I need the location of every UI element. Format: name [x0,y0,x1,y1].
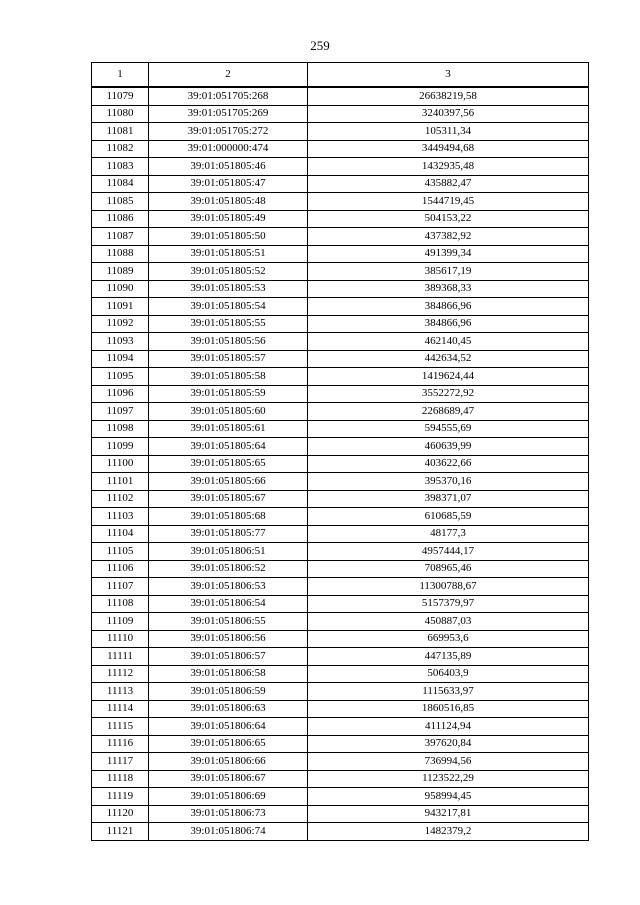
column-header-2: 2 [149,63,308,88]
cadastral-number-cell: 39:01:051805:61 [149,420,308,438]
table-header [92,63,589,88]
page-number: 259 [310,38,330,53]
value-cell: 11300788,67 [308,578,589,596]
cadastral-number-cell: 39:01:051805:65 [149,455,308,473]
row-number-cell: 11115 [92,718,149,736]
row-number-cell: 11121 [92,823,149,841]
cadastral-number-cell: 39:01:051806:53 [149,578,308,596]
table-row [92,595,589,613]
row-number-cell: 11088 [92,245,149,263]
cadastral-number-cell: 39:01:051806:58 [149,665,308,683]
row-number-cell: 11089 [92,263,149,281]
row-number-cell: 11086 [92,210,149,228]
table-row [92,210,589,228]
cadastral-number-cell: 39:01:051805:58 [149,368,308,386]
value-cell: 736994,56 [308,753,589,771]
row-number-cell: 11109 [92,613,149,631]
table-row [92,315,589,333]
value-cell: 462140,45 [308,333,589,351]
row-number-cell: 11113 [92,683,149,701]
cadastral-number-cell: 39:01:051805:51 [149,245,308,263]
value-cell: 398371,07 [308,490,589,508]
table-row [92,368,589,386]
row-number-cell: 11082 [92,140,149,158]
table-row [92,735,589,753]
value-cell: 435882,47 [308,175,589,193]
table-row [92,560,589,578]
table-row [92,788,589,806]
value-cell: 1123522,29 [308,770,589,788]
row-number-cell: 11118 [92,770,149,788]
row-number-cell: 11098 [92,420,149,438]
table-row [92,280,589,298]
table-row [92,403,589,421]
table-row [92,158,589,176]
value-cell: 385617,19 [308,263,589,281]
table-row [92,490,589,508]
table-row [92,228,589,246]
value-cell: 397620,84 [308,735,589,753]
table-row [92,333,589,351]
cadastral-number-cell: 39:01:051806:63 [149,700,308,718]
value-cell: 5157379,97 [308,595,589,613]
value-cell: 389368,33 [308,280,589,298]
table-row [92,578,589,596]
value-cell: 2268689,47 [308,403,589,421]
row-number-cell: 11087 [92,228,149,246]
value-cell: 395370,16 [308,473,589,491]
value-cell: 460639,99 [308,438,589,456]
cadastral-number-cell: 39:01:051806:51 [149,543,308,561]
row-number-cell: 11093 [92,333,149,351]
cadastral-number-cell: 39:01:051806:74 [149,823,308,841]
value-cell: 4957444,17 [308,543,589,561]
cadastral-number-cell: 39:01:051805:77 [149,525,308,543]
row-number-cell: 11106 [92,560,149,578]
table-row [92,245,589,263]
row-number-cell: 11097 [92,403,149,421]
row-number-cell: 11081 [92,123,149,141]
value-cell: 708965,46 [308,560,589,578]
table-row [92,770,589,788]
value-cell: 3449494,68 [308,140,589,158]
registry-table [91,62,589,841]
table-row [92,630,589,648]
value-cell: 450887,03 [308,613,589,631]
row-number-cell: 11119 [92,788,149,806]
row-number-cell: 11080 [92,105,149,123]
value-cell: 958994,45 [308,788,589,806]
row-number-cell: 11100 [92,455,149,473]
table-row [92,648,589,666]
table-row [92,455,589,473]
row-number-cell: 11103 [92,508,149,526]
row-number-cell: 11085 [92,193,149,211]
cadastral-number-cell: 39:01:051806:52 [149,560,308,578]
value-cell: 669953,6 [308,630,589,648]
value-cell: 447135,89 [308,648,589,666]
cadastral-number-cell: 39:01:051805:60 [149,403,308,421]
cadastral-number-cell: 39:01:051805:47 [149,175,308,193]
cadastral-number-cell: 39:01:051805:46 [149,158,308,176]
row-number-cell: 11083 [92,158,149,176]
row-number-cell: 11095 [92,368,149,386]
table-row [92,193,589,211]
value-cell: 403622,66 [308,455,589,473]
value-cell: 384866,96 [308,298,589,316]
table-row [92,105,589,123]
cadastral-number-cell: 39:01:051806:54 [149,595,308,613]
value-cell: 437382,92 [308,228,589,246]
table-row [92,87,589,105]
row-number-cell: 11079 [92,87,149,105]
row-number-cell: 11092 [92,315,149,333]
value-cell: 48177,3 [308,525,589,543]
table-row [92,420,589,438]
cadastral-number-cell: 39:01:051806:64 [149,718,308,736]
cadastral-number-cell: 39:01:051805:56 [149,333,308,351]
value-cell: 105311,34 [308,123,589,141]
value-cell: 491399,34 [308,245,589,263]
value-cell: 610685,59 [308,508,589,526]
table-row [92,298,589,316]
header-row [92,63,589,88]
table-row [92,683,589,701]
column-header-1: 1 [92,63,149,88]
value-cell: 1419624,44 [308,368,589,386]
cadastral-number-cell: 39:01:051705:272 [149,123,308,141]
table-row [92,385,589,403]
value-cell: 1544719,45 [308,193,589,211]
value-cell: 411124,94 [308,718,589,736]
cadastral-number-cell: 39:01:051806:56 [149,630,308,648]
value-cell: 1860516,85 [308,700,589,718]
row-number-cell: 11110 [92,630,149,648]
row-number-cell: 11112 [92,665,149,683]
value-cell: 943217,81 [308,805,589,823]
cadastral-number-cell: 39:01:051806:57 [149,648,308,666]
value-cell: 384866,96 [308,315,589,333]
row-number-cell: 11108 [92,595,149,613]
cadastral-number-cell: 39:01:051805:59 [149,385,308,403]
cadastral-number-cell: 39:01:051805:50 [149,228,308,246]
value-cell: 506403,9 [308,665,589,683]
cadastral-number-cell: 39:01:000000:474 [149,140,308,158]
cadastral-number-cell: 39:01:051806:65 [149,735,308,753]
value-cell: 3240397,56 [308,105,589,123]
cadastral-number-cell: 39:01:051805:54 [149,298,308,316]
row-number-cell: 11101 [92,473,149,491]
row-number-cell: 11105 [92,543,149,561]
row-number-cell: 11090 [92,280,149,298]
row-number-cell: 11091 [92,298,149,316]
table-row [92,613,589,631]
cadastral-number-cell: 39:01:051805:55 [149,315,308,333]
row-number-cell: 11120 [92,805,149,823]
row-number-cell: 11094 [92,350,149,368]
value-cell: 442634,52 [308,350,589,368]
row-number-cell: 11116 [92,735,149,753]
table-row [92,263,589,281]
cadastral-number-cell: 39:01:051705:268 [149,87,308,105]
cadastral-number-cell: 39:01:051805:53 [149,280,308,298]
table-row [92,665,589,683]
value-cell: 3552272,92 [308,385,589,403]
cadastral-number-cell: 39:01:051805:64 [149,438,308,456]
cadastral-number-cell: 39:01:051805:57 [149,350,308,368]
cadastral-number-cell: 39:01:051705:269 [149,105,308,123]
cadastral-number-cell: 39:01:051805:67 [149,490,308,508]
cadastral-number-cell: 39:01:051805:66 [149,473,308,491]
table-row [92,438,589,456]
table-row [92,508,589,526]
table-row [92,805,589,823]
cadastral-number-cell: 39:01:051806:69 [149,788,308,806]
cadastral-number-cell: 39:01:051806:55 [149,613,308,631]
table-row [92,175,589,193]
row-number-cell: 11114 [92,700,149,718]
table-row [92,718,589,736]
cadastral-number-cell: 39:01:051806:66 [149,753,308,771]
cadastral-number-cell: 39:01:051805:49 [149,210,308,228]
column-header-3: 3 [308,63,589,88]
row-number-cell: 11111 [92,648,149,666]
row-number-cell: 11104 [92,525,149,543]
value-cell: 1432935,48 [308,158,589,176]
table-row [92,140,589,158]
table-row [92,123,589,141]
row-number-cell: 11107 [92,578,149,596]
row-number-cell: 11102 [92,490,149,508]
row-number-cell: 11084 [92,175,149,193]
cadastral-number-cell: 39:01:051806:73 [149,805,308,823]
table-row [92,823,589,841]
cadastral-number-cell: 39:01:051806:67 [149,770,308,788]
cadastral-number-cell: 39:01:051806:59 [149,683,308,701]
value-cell: 26638219,58 [308,87,589,105]
table-row [92,473,589,491]
table-row [92,543,589,561]
cadastral-number-cell: 39:01:051805:48 [149,193,308,211]
table-row [92,350,589,368]
table-row [92,700,589,718]
row-number-cell: 11117 [92,753,149,771]
table-row [92,753,589,771]
row-number-cell: 11099 [92,438,149,456]
cadastral-number-cell: 39:01:051805:52 [149,263,308,281]
row-number-cell: 11096 [92,385,149,403]
value-cell: 1115633,97 [308,683,589,701]
table-row [92,525,589,543]
cadastral-number-cell: 39:01:051805:68 [149,508,308,526]
value-cell: 504153,22 [308,210,589,228]
table-body [92,87,589,840]
value-cell: 594555,69 [308,420,589,438]
value-cell: 1482379,2 [308,823,589,841]
